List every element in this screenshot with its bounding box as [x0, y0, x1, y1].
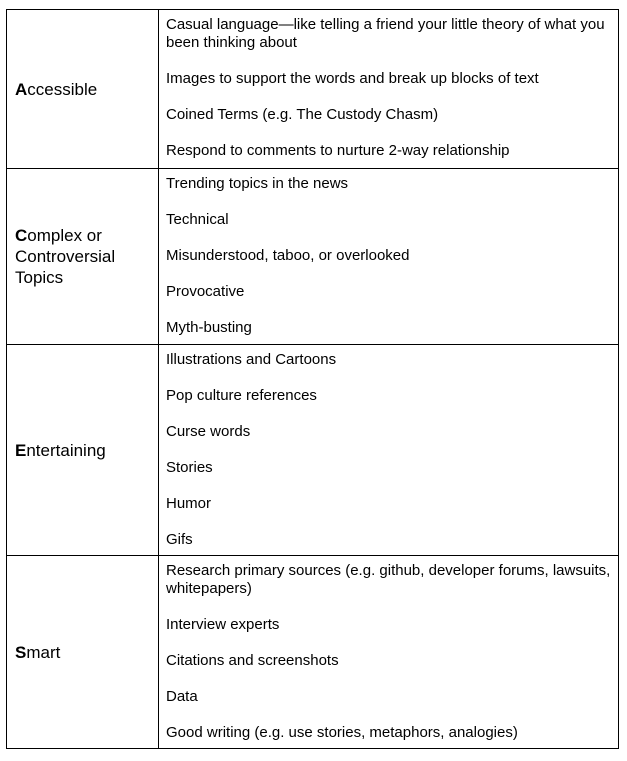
list-item: Pop culture references: [166, 387, 317, 404]
row-label-entertaining: [7, 345, 159, 556]
row-label-accessible: [7, 10, 159, 169]
list-item: Coined Terms (e.g. The Custody Chasm): [166, 106, 439, 123]
row-items-complex: [159, 169, 619, 345]
label-initial: C: [15, 226, 28, 245]
row-items-smart: [159, 556, 619, 749]
list-item: Technical: [166, 211, 229, 228]
list-item: Misunderstood, taboo, or overlooked: [166, 247, 410, 264]
list-item: Images to support the words and break up blocks of text: [166, 70, 539, 87]
label-initial: E: [15, 440, 27, 460]
label-rest: omplex or Controversial Topics: [15, 226, 116, 287]
row-label-complex: [7, 169, 159, 345]
list-item: Humor: [166, 495, 212, 512]
list-item: Gifs: [166, 531, 193, 548]
row-items-accessible: [159, 10, 619, 169]
row-items-entertaining: [159, 345, 619, 556]
list-item: Casual language—like telling a friend your little theory of what you been thinking about: [166, 16, 605, 51]
list-item: Interview experts: [166, 616, 280, 633]
list-item: Data: [166, 688, 198, 705]
list-item: Citations and screenshots: [166, 652, 339, 669]
label-initial: S: [15, 642, 27, 662]
aces-framework-table: [6, 9, 619, 749]
table-row-accessible: [7, 10, 619, 169]
list-item: Myth-busting: [166, 319, 252, 336]
table-row-entertaining: [7, 345, 619, 556]
list-item: Trending topics in the news: [166, 175, 349, 192]
list-item: Curse words: [166, 423, 251, 440]
label-rest: ccessible: [27, 79, 98, 99]
list-item: Research primary sources (e.g. github, developer forums, lawsuits, whitepapers): [166, 562, 611, 597]
label-initial: A: [15, 79, 28, 99]
list-item: Good writing (e.g. use stories, metaphors, analogies): [166, 724, 518, 741]
list-item: Provocative: [166, 283, 245, 300]
list-item: Illustrations and Cartoons: [166, 351, 337, 368]
label-rest: ntertaining: [26, 440, 106, 460]
list-item: Stories: [166, 459, 213, 476]
table-row-smart: [7, 556, 619, 749]
row-label-smart: [7, 556, 159, 749]
list-item: Respond to comments to nurture 2-way relationship: [166, 142, 510, 159]
label-rest: mart: [26, 642, 61, 662]
table-row-complex: [7, 169, 619, 345]
